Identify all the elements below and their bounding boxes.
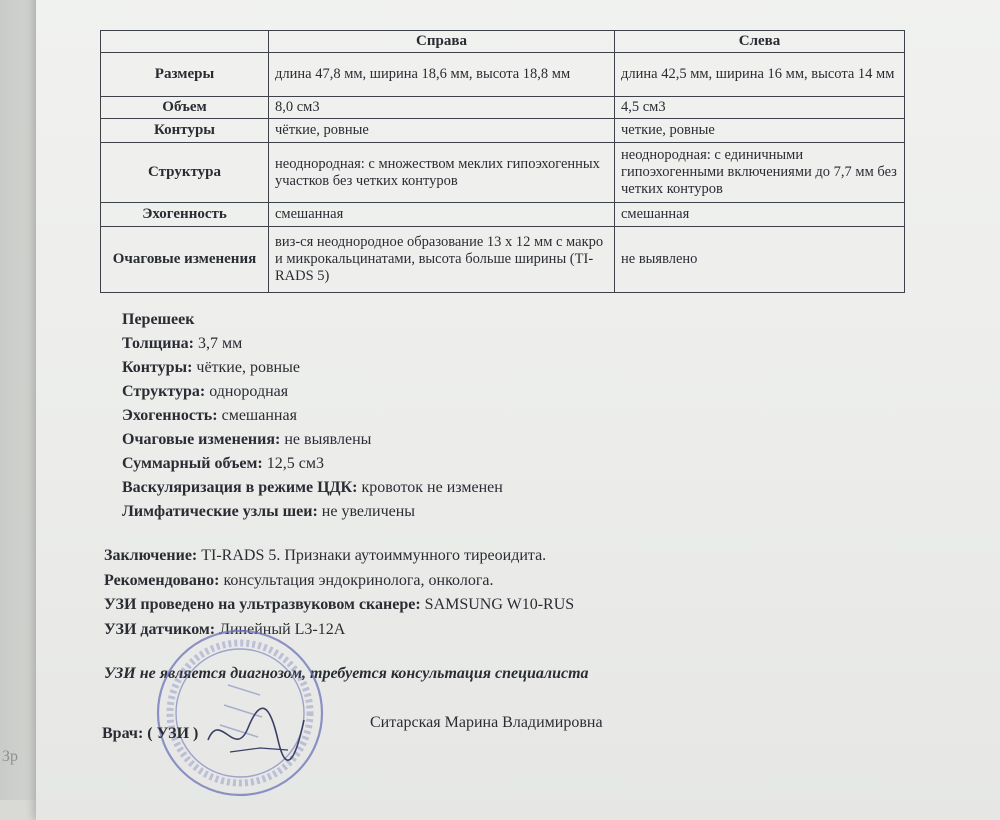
table-row <box>101 119 905 143</box>
isthmus-item <box>122 356 503 380</box>
item-value: Линейный L3-12A <box>219 620 346 638</box>
doctor-label: Врач: <box>102 725 144 742</box>
right-lobe-value: 8,0 см3 <box>269 97 615 119</box>
table-row <box>101 143 905 203</box>
row-label: Очаговые изменения <box>101 227 269 293</box>
isthmus-item <box>122 428 503 452</box>
left-lobe-value: четкие, ровные <box>615 119 905 143</box>
right-lobe-value: длина 47,8 мм, ширина 18,6 мм, высота 18,8 мм <box>269 53 615 97</box>
left-lobe-value: длина 42,5 мм, ширина 16 мм, высота 14 мм <box>615 53 905 97</box>
isthmus-item <box>122 476 503 500</box>
left-lobe-value: не выявлено <box>615 227 905 293</box>
row-label: Эхогенность <box>101 203 269 227</box>
table-row <box>101 97 905 119</box>
doctor-name: Ситарская Марина Владимировна <box>370 714 603 731</box>
item-label: Очаговые изменения: <box>122 431 281 448</box>
item-label: УЗИ датчиком: <box>104 620 216 638</box>
left-lobe-value: смешанная <box>615 203 905 227</box>
item-label: УЗИ проведено на ультразвуковом сканере: <box>104 596 421 613</box>
item-label: Контуры: <box>122 359 193 376</box>
row-label: Контуры <box>101 119 269 143</box>
doctor-line <box>102 725 198 743</box>
item-label: Толщина: <box>122 335 194 352</box>
isthmus-item <box>122 380 503 404</box>
table-header-empty <box>101 31 269 53</box>
row-label: Объем <box>101 97 269 119</box>
left-lobe-value: неоднородная: с единичными гипоэхогенными включениями до 7,7 мм без четких контуров <box>615 143 905 203</box>
item-value: 3,7 мм <box>198 335 243 352</box>
underlying-sheet-text: Зр <box>2 748 19 765</box>
item-value: смешанная <box>221 407 297 424</box>
item-value: кровоток не изменен <box>361 479 503 496</box>
conclusion-item <box>104 569 574 594</box>
row-label: Структура <box>101 143 269 203</box>
item-label: Рекомендовано: <box>104 571 220 589</box>
left-lobe-value: 4,5 см3 <box>615 97 905 119</box>
isthmus-item <box>122 500 503 524</box>
signature-mark: ( УЗИ ) <box>147 725 199 742</box>
right-lobe-value: неоднородная: с множеством меклих гипоэхогенных участков без четких контуров <box>269 143 615 203</box>
disclaimer-text: УЗИ не является диагнозом, требуется консультация специалиста <box>104 665 589 682</box>
item-label: Суммарный объем: <box>122 455 263 472</box>
isthmus-item <box>122 404 503 428</box>
table-header-left: Слева <box>615 31 905 53</box>
right-lobe-value: чёткие, ровные <box>269 119 615 143</box>
row-label: Размеры <box>101 53 269 97</box>
isthmus-section <box>122 308 503 524</box>
item-value: SAMSUNG W10-RUS <box>424 596 575 613</box>
conclusion-item <box>104 544 574 569</box>
item-value: TI-RADS 5. Признаки аутоиммунного тиреоидита. <box>201 547 547 564</box>
item-label: Васкуляризация в режиме ЦДК: <box>122 479 358 496</box>
conclusion-item <box>104 593 574 618</box>
isthmus-title: Перешеек <box>122 311 195 328</box>
thyroid-lobes-table <box>100 30 905 293</box>
table-row <box>101 203 905 227</box>
table-header-right: Справа <box>269 31 615 53</box>
item-label: Эхогенность: <box>122 407 218 424</box>
signature-icon <box>200 700 310 770</box>
item-label: Лимфатические узлы шеи: <box>122 503 318 520</box>
item-value: не увеличены <box>321 503 416 520</box>
item-value: чёткие, ровные <box>196 359 300 376</box>
item-value: 12,5 см3 <box>266 455 324 472</box>
item-label: Структура: <box>122 383 206 400</box>
table-header-row <box>101 31 905 53</box>
isthmus-item <box>122 452 503 476</box>
right-lobe-value: смешанная <box>269 203 615 227</box>
item-value: не выявлены <box>284 431 372 448</box>
item-value: консультация эндокринолога, онколога. <box>223 571 494 589</box>
item-value: однородная <box>209 383 289 400</box>
table-row <box>101 227 905 293</box>
right-lobe-value: виз-ся неоднородное образование 13 х 12 мм с макро и микрокальцинатами, высота больше ширины (TI-RADS 5) <box>269 227 615 293</box>
isthmus-item <box>122 332 503 356</box>
table-row <box>101 53 905 97</box>
item-label: Заключение: <box>104 547 198 564</box>
